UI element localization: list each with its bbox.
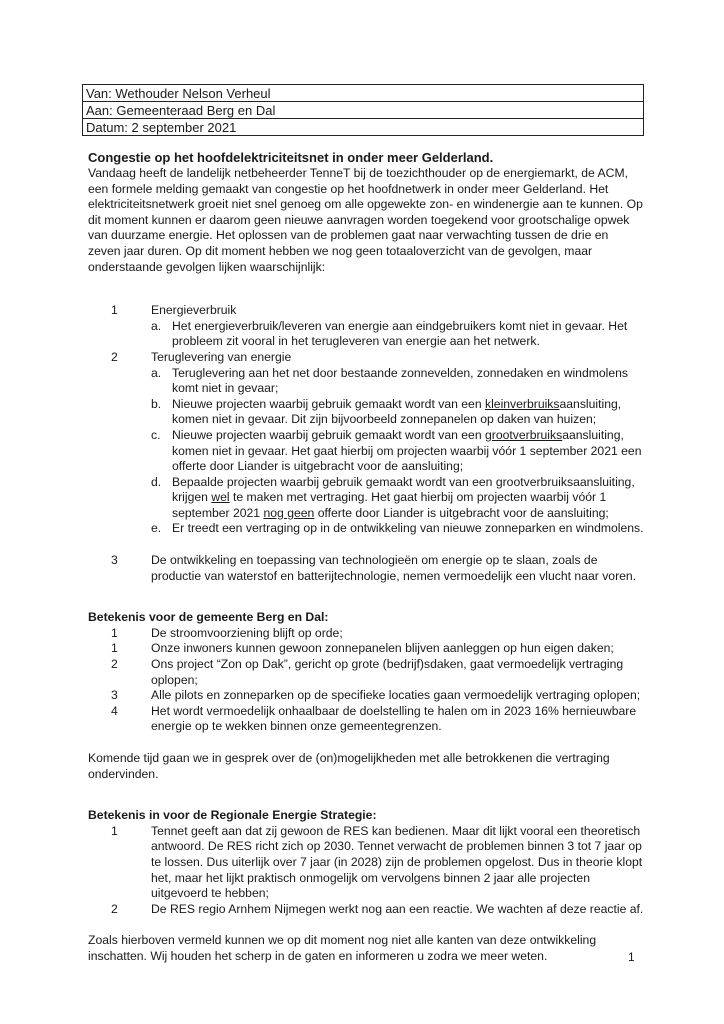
list-text: De stroomvoorziening blijft op orde; xyxy=(151,625,343,640)
intro-paragraph: Vandaag heeft de landelijk netbeheerder TenneT bij de toezichthouder op de energiemarkt, de ACM, een formele melding gemaakt van congestie op het hoofdnetwerk in onder meer Gelderland. Het elektriciteitsnetwerk groeit niet snel genoeg om alle opgewekte zon- en windenergie aan te kunnen. Op dit moment kunnen er daarom geen nieuwe aanvragen worden toegekend voor grootschalige opwek van duurzame energie. Het oplossen van de problemen gaat naar verwachting tussen de drie en zeven jaar duren. Op dit moment hebben we nog geen totaaloverzicht van de gevolgen, maar onderstaande gevolgen lijken waarschijnlijk: xyxy=(88,166,643,274)
sub-letter: a. xyxy=(151,318,162,333)
sub-list-item xyxy=(151,475,644,522)
list-item xyxy=(88,657,644,688)
section2-paragraph: Komende tijd gaan we in gesprek over de (on)mogelijkheden met alle betrokkenen die vertraging ondervinden. xyxy=(88,751,610,781)
underlined-term: wel xyxy=(211,490,230,505)
list-number: 1 xyxy=(111,823,118,838)
list-text: De ontwikkeling en toepassing van technologieën om energie op te slaan, zoals de productie van waterstof en batterijtechnologie, nemen vermoedelijk een vlucht naar voren. xyxy=(151,553,637,583)
list-number: 2 xyxy=(111,901,118,916)
list-item xyxy=(88,688,644,704)
section-heading: Betekenis in voor de Regionale Energie Strategie: xyxy=(88,808,377,823)
list-number: 3 xyxy=(111,553,118,568)
list-item xyxy=(88,902,644,918)
list-item xyxy=(88,824,644,902)
list-text: Onze inwoners kunnen gewoon zonnepanelen blijven aanleggen op hun eigen daken; xyxy=(151,641,614,656)
list-label: Teruglevering van energie xyxy=(151,349,292,364)
closing-paragraph: Zoals hierboven vermeld kunnen we op dit moment nog niet alle kanten van deze ontwikkeling inschatten. Wij houden het scherp in de gaten en informeren u zodra we meer weten. xyxy=(88,933,597,963)
sub-text: Het energieverbruik/leveren van energie aan eindgebruikers komt niet in gevaar. Het probleem zit vooral in het terugleveren van energie aan het netwerk. xyxy=(172,318,628,349)
sub-list-item xyxy=(151,319,644,350)
sub-letter: e. xyxy=(151,521,162,536)
sub-letter: d. xyxy=(151,474,162,489)
header-to: Aan: Gemeenteraad Berg en Dal xyxy=(83,102,643,119)
sub-text: Nieuwe projecten waarbij gebruik gemaakt wordt van een grootverbruiksaansluiting, komen niet in gevaar. Het gaat hierbij om projecten waarbij vóór 1 september 2021 een offerte door Liander is uitgebracht voor de aansluiting; xyxy=(172,427,642,474)
sub-list-item xyxy=(151,397,644,428)
list-label: Energieverbruik xyxy=(151,303,237,318)
underlined-term: grootverbruiks xyxy=(484,427,563,442)
list-item xyxy=(88,626,644,642)
list-number: 1 xyxy=(111,641,118,656)
sub-text: Er treedt een vertraging op in de ontwikkeling van nieuwe zonneparken en windmolens. xyxy=(172,521,644,536)
list-number: 2 xyxy=(111,657,118,672)
document-body xyxy=(88,150,644,965)
sub-letter: a. xyxy=(151,365,162,380)
list-text: Ons project “Zon op Dak”, gericht op grote (bedrijf)sdaken, gaat vermoedelijk vertraging oplopen; xyxy=(151,657,624,687)
list-number: 1 xyxy=(111,303,118,318)
page-number: 1 xyxy=(628,950,635,964)
list-item xyxy=(88,303,644,319)
underlined-term: kleinverbruiks xyxy=(484,396,560,411)
header-date: Datum: 2 september 2021 xyxy=(86,120,237,135)
list-item xyxy=(88,553,644,584)
list-item xyxy=(88,641,644,657)
underlined-term: nog geen xyxy=(263,505,315,520)
sub-list-item xyxy=(151,366,644,397)
document-title: Congestie op het hoofdelektriciteitsnet in onder meer Gelderland. xyxy=(88,150,494,165)
sub-letter: c. xyxy=(151,427,161,442)
list-number: 4 xyxy=(111,703,118,718)
list-text: Alle pilots en zonneparken op de specifieke locaties gaan vermoedelijk vertraging oplopen; xyxy=(151,688,641,703)
sub-letter: b. xyxy=(151,396,162,411)
sub-text: Teruglevering aan het net door bestaande zonnevelden, zonnedaken en windmolens komt niet in gevaar; xyxy=(172,365,629,396)
sub-text: Bepaalde projecten waarbij gebruik gemaakt wordt van een grootverbruiksaansluiting, krijgen wel te maken met vertraging. Het gaat hierbij om projecten waarbij vóór 1 september 2021 nog geen offerte door Liander is uitgebracht voor de aansluiting; xyxy=(172,474,635,520)
list-item xyxy=(88,704,644,735)
list-text: De RES regio Arnhem Nijmegen werkt nog aan een reactie. We wachten af deze reactie af. xyxy=(151,901,644,916)
list-item xyxy=(88,350,644,366)
list-text: Het wordt vermoedelijk onhaalbaar de doelstelling te halen om in 2023 16% hernieuwbare energie op te wekken binnen onze gemeentegrenzen. xyxy=(151,703,637,734)
list-number: 2 xyxy=(111,349,118,364)
header-from: Van: Wethouder Nelson Verheul xyxy=(83,85,643,102)
sub-list-item xyxy=(151,521,644,537)
section-heading: Betekenis voor de gemeente Berg en Dal: xyxy=(88,610,329,625)
list-number: 1 xyxy=(111,625,118,640)
sub-list-item xyxy=(151,428,644,475)
memo-header-table xyxy=(82,84,644,136)
sub-text: Nieuwe projecten waarbij gebruik gemaakt wordt van een kleinverbruiksaansluiting, komen niet in gevaar. Dit zijn bijvoorbeeld zonnepanelen op daken van huizen; xyxy=(172,396,622,427)
list-text: Tennet geeft aan dat zij gewoon de RES kan bedienen. Maar dit lijkt vooral een theoretisch antwoord. De RES richt zich op 2030. Tennet verwacht de problemen binnen 3 tot 7 jaar op te lossen. Dus uiterlijk over 7 jaar (in 2028) zijn de problemen opgelost. Dus in theorie klopt het, maar het lijkt praktisch onmogelijk om vervolgens binnen 2 jaar alle projecten uitgevoerd te hebben; xyxy=(151,823,643,901)
list-number: 3 xyxy=(111,688,118,703)
